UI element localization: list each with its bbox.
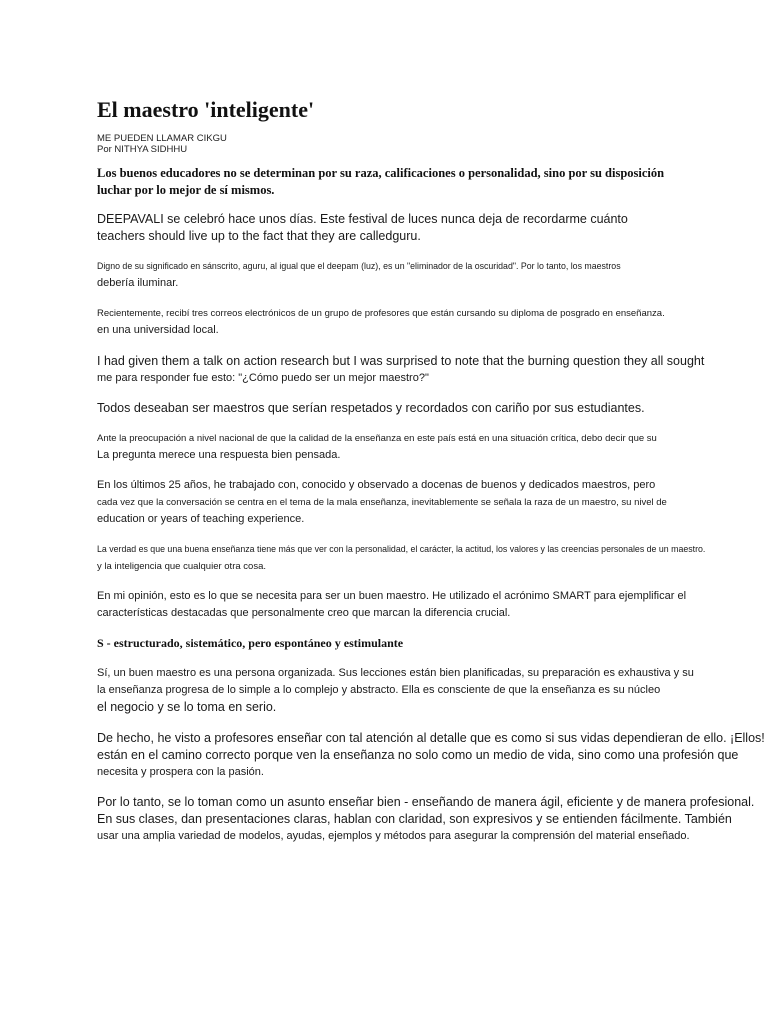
- body-paragraph: [97, 794, 754, 845]
- body-paragraph: [97, 477, 667, 528]
- paragraph-line: usar una amplia variedad de modelos, ayudas, ejemplos y métodos para asegurar la comprensión del material enseñado.: [97, 830, 690, 842]
- paragraph-line: Por lo tanto, se lo toman como un asunto enseñar bien - enseñando de manera ágil, eficiente y de manera profesional.: [97, 795, 755, 809]
- paragraph-line: La verdad es que una buena enseñanza tiene más que ver con la personalidad, el carácter, la actitud, los valores y las creencias personales de un maestro.: [97, 544, 706, 554]
- paragraph-line: necesita y prospera con la pasión.: [97, 766, 264, 778]
- body-paragraph: [97, 730, 765, 781]
- paragraph-line: cada vez que la conversación se centra en el tema de la mala enseñanza, inevitablemente se señala la raza de un maestro, su nivel de: [97, 497, 667, 508]
- paragraph-line: la enseñanza progresa de lo simple a lo complejo y abstracto. Ella es consciente de que la enseñanza es su núcleo: [97, 684, 661, 696]
- body-paragraph: [97, 541, 705, 575]
- paragraph-line: debería iluminar.: [97, 277, 179, 289]
- author-byline: Por NITHYA SIDHHU: [97, 144, 188, 155]
- body-paragraph: [97, 305, 665, 339]
- paragraph-line: Recientemente, recibí tres correos electrónicos de un grupo de profesores que están cursando su diploma de posgrado en enseñanza.: [97, 308, 665, 319]
- paragraph-line: Ante la preocupación a nivel nacional de que la calidad de la enseñanza en este país está en una situación crítica, debo decir que su: [97, 433, 657, 444]
- paragraph-line: En mi opinión, esto es lo que se necesita para ser un buen maestro. He utilizado el acrónimo SMART para ejemplificar el: [97, 590, 687, 602]
- body-paragraph: [97, 353, 704, 387]
- paragraph-line: me para responder fue esto: "¿Cómo puedo ser un mejor maestro?": [97, 372, 429, 384]
- paragraph-line: En sus clases, dan presentaciones claras, hablan con claridad, son expresivos y se entienden fácilmente. También: [97, 812, 732, 826]
- paragraph-line: Sí, un buen maestro es una persona organizada. Sus lecciones están bien planificadas, su preparación es exhaustiva y su: [97, 667, 694, 679]
- paragraph-line: están en el camino correcto porque ven la enseñanza no solo como un medio de vida, sino como una profesión que: [97, 748, 739, 762]
- section-heading: S - estructurado, sistemático, pero espontáneo y estimulante: [97, 636, 404, 650]
- dek-line: Los buenos educadores no se determinan por su raza, calificaciones o personalidad, sino por su disposición: [97, 166, 665, 180]
- body-paragraph: [97, 400, 645, 417]
- article-dek: [97, 165, 664, 199]
- body-paragraph: [97, 588, 686, 622]
- paragraph-line: el negocio y se lo toma en serio.: [97, 700, 277, 714]
- body-paragraph: [97, 211, 628, 245]
- paragraph-line: características destacadas que personalmente creo que marcan la diferencia crucial.: [97, 607, 511, 619]
- paragraph-line: Digno de su significado en sánscrito, aguru, al igual que el deepam (luz), es un "eliminador de la oscuridad". Por lo tanto, los maestros: [97, 261, 621, 271]
- paragraph-line: De hecho, he visto a profesores enseñar con tal atención al detalle que es como si sus vidas dependieran de ello. ¡Ellos!: [97, 731, 765, 745]
- body-paragraph: [97, 430, 657, 464]
- paragraph-line: DEEPAVALI se celebró hace unos días. Este festival de luces nunca deja de recordarme cuánto: [97, 212, 628, 226]
- paragraph-line: y la inteligencia que cualquier otra cosa.: [97, 561, 266, 572]
- paragraph-line: La pregunta merece una respuesta bien pensada.: [97, 449, 341, 461]
- column-name: ME PUEDEN LLAMAR CIKGU: [97, 133, 227, 144]
- article-title: El maestro 'inteligente': [97, 97, 315, 122]
- paragraph-line: Todos deseaban ser maestros que serían respetados y recordados con cariño por sus estudiantes.: [97, 401, 645, 415]
- dek-line: luchar por lo mejor de sí mismos.: [97, 183, 275, 197]
- paragraph-line: En los últimos 25 años, he trabajado con, conocido y observado a docenas de buenos y dedicados maestros, pero: [97, 479, 656, 491]
- body-paragraph: [97, 665, 694, 716]
- paragraph-line: education or years of teaching experience.: [97, 513, 305, 525]
- paragraph-line: en una universidad local.: [97, 324, 219, 336]
- paragraph-line: teachers should live up to the fact that they are calledguru.: [97, 229, 421, 243]
- body-paragraph: [97, 258, 621, 292]
- paragraph-line: I had given them a talk on action research but I was surprised to note that the burning question they all sought: [97, 354, 705, 368]
